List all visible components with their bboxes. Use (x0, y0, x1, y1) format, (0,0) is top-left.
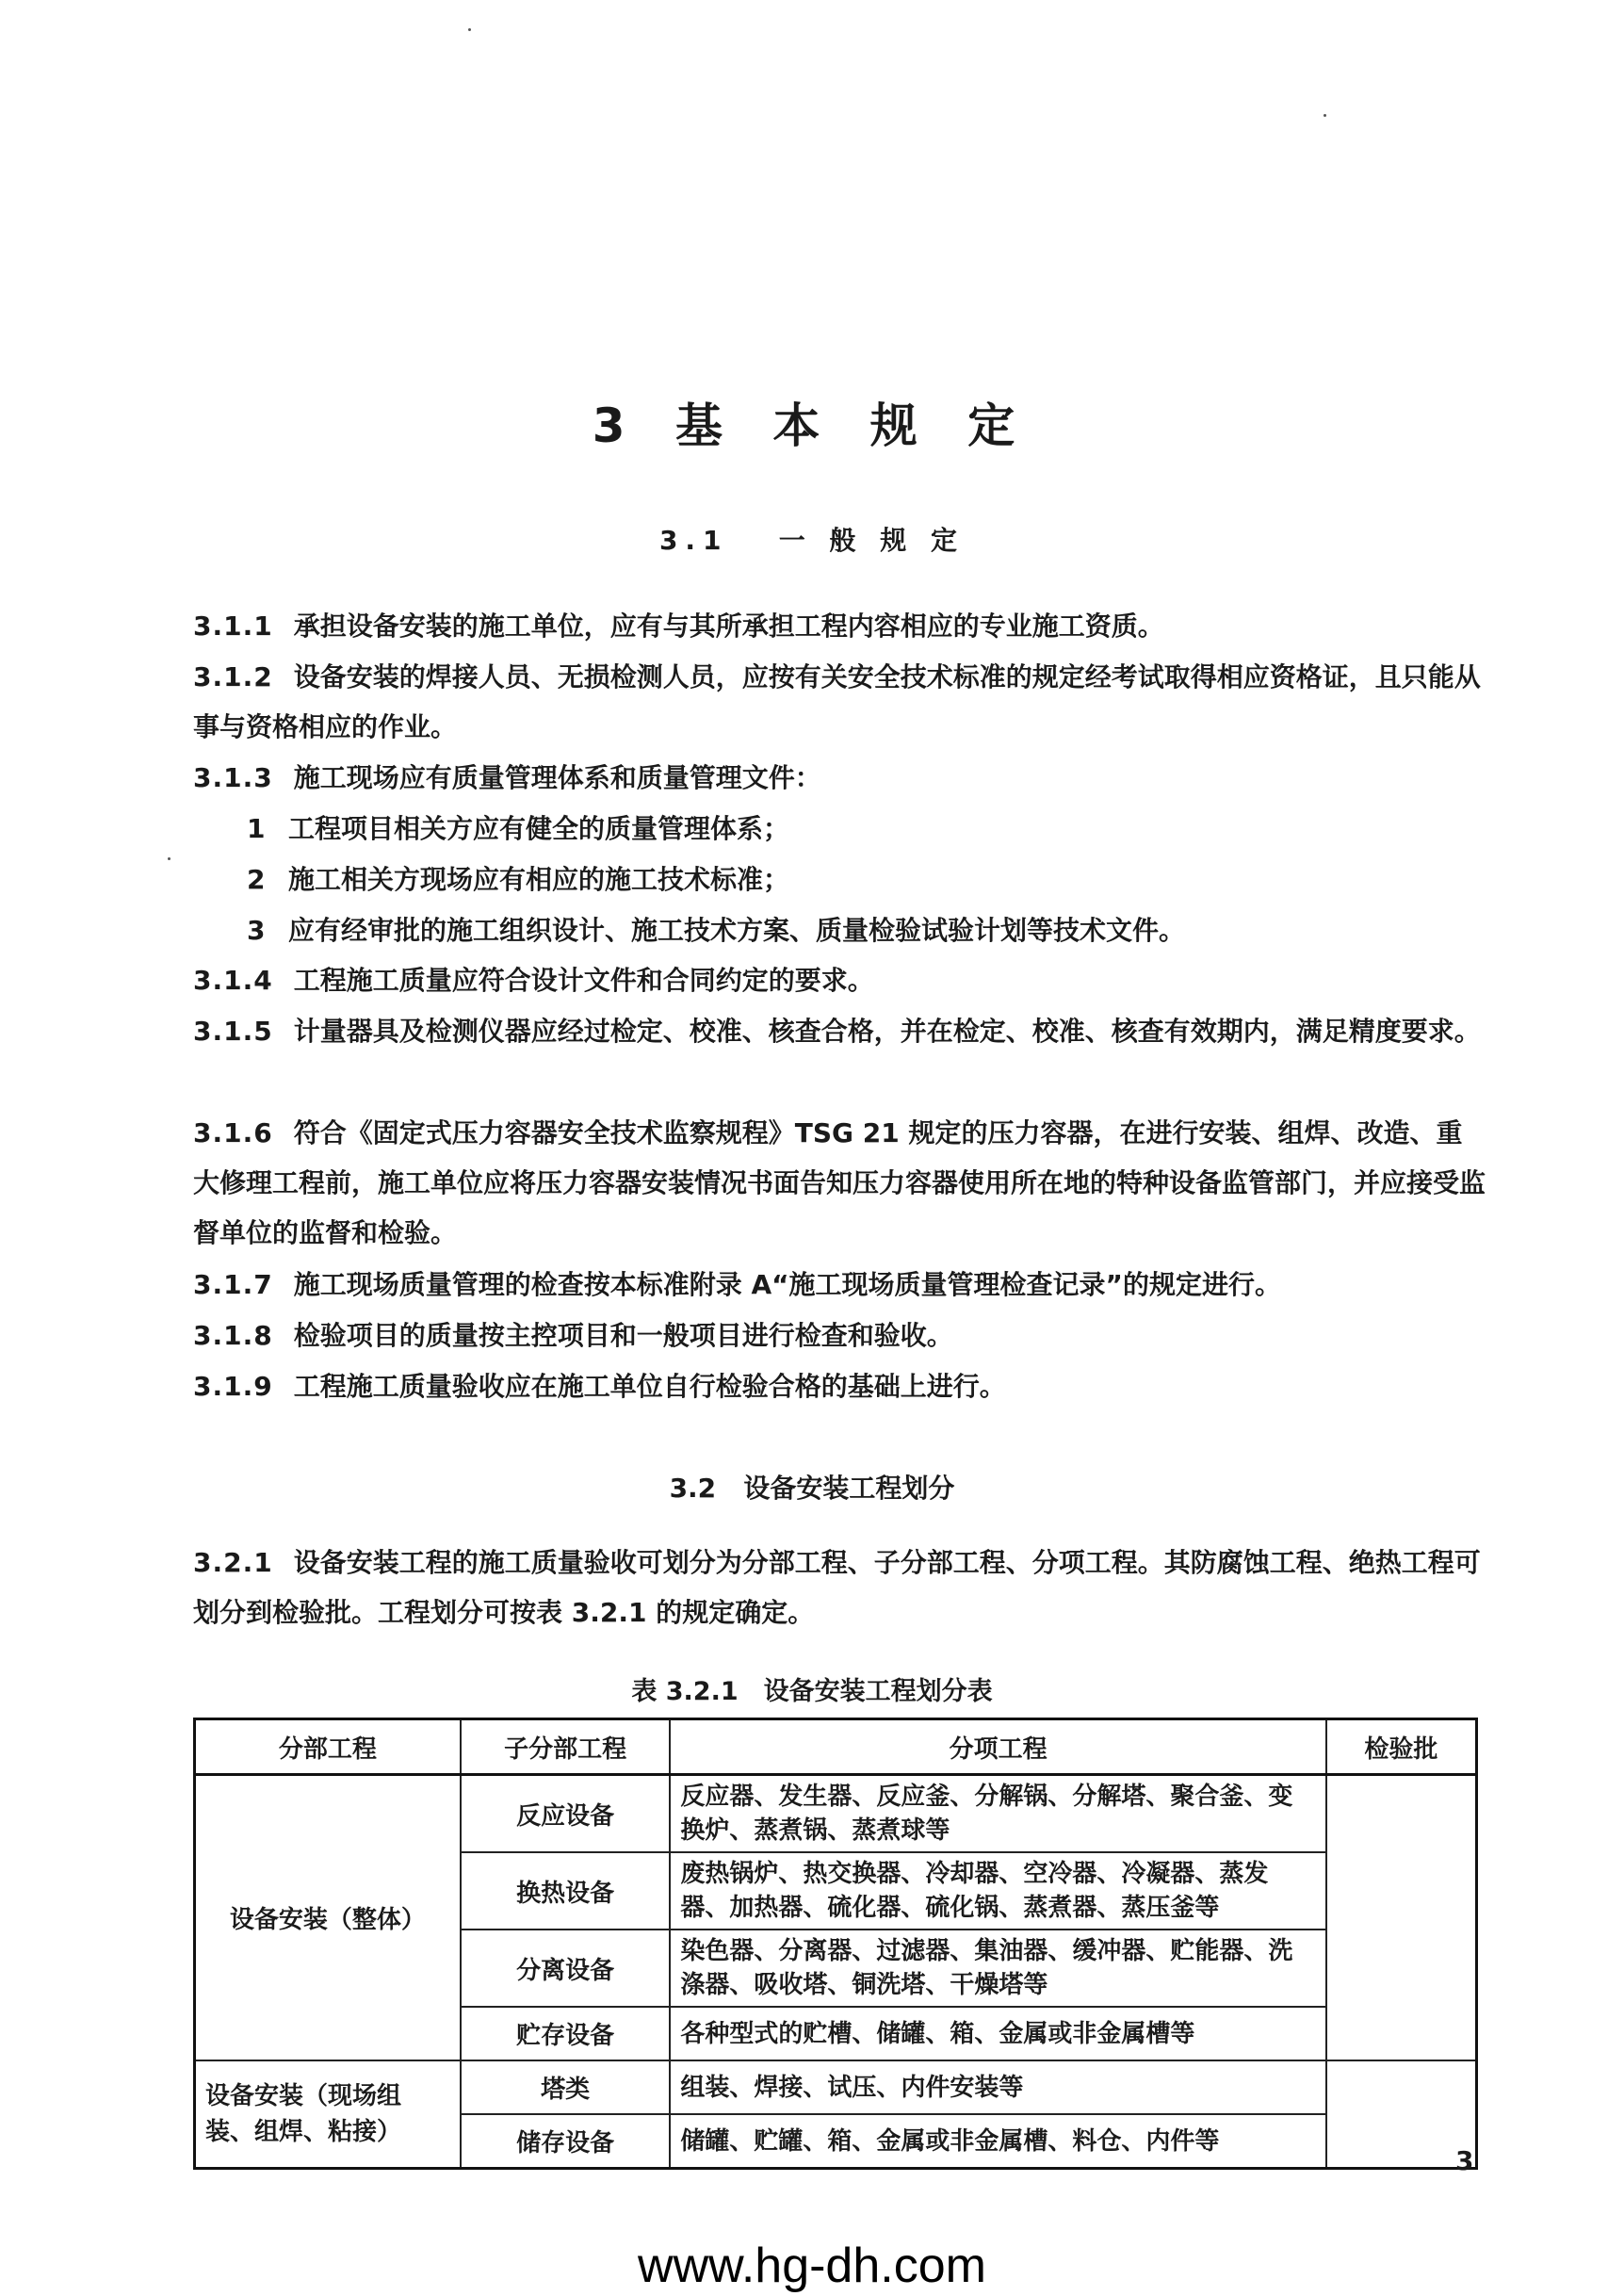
clause-3-1-4: 3.1.4 工程施工质量应符合设计文件和合同约定的要求。 (193, 965, 874, 996)
clause-3-1-1: 3.1.1 承担设备安装的施工单位，应有与其所承担工程内容相应的专业施工资质。 (193, 611, 1164, 642)
table-row (195, 2060, 1477, 2114)
table-header-row (195, 1719, 1477, 1775)
clause-3-1-5: 3.1.5 计量器具及检测仪器应经过检定、校准、核查合格，并在检定、校准、核查有效期内，满足精度要求。 (193, 1016, 1481, 1047)
clause-3-1-3-item-3: 3 应有经审批的施工组织设计、施工技术方案、质量检验试验计划等技术文件。 (247, 915, 1186, 946)
table-caption: 表 3.2.1 设备安装工程划分表 (631, 1677, 993, 1706)
section-title-3-1: 3.1 一 般 规 定 (658, 525, 966, 556)
items-cell: 储罐、贮罐、箱、金属或非金属槽、料仓、内件等 (670, 2114, 1325, 2169)
inspection-lot-cell (1326, 2060, 1477, 2169)
clause-3-1-3-item-1: 1 工程项目相关方应有健全的质量管理体系； (247, 813, 790, 844)
header-inspection-lot: 检验批 (1326, 1719, 1477, 1775)
clause-3-1-3-item-2: 2 施工相关方现场应有相应的施工技术标准； (247, 864, 790, 895)
clause-3-1-3: 3.1.3 施工现场应有质量管理体系和质量管理文件： (193, 762, 821, 793)
inspection-lot-cell (1326, 1775, 1477, 2061)
clause-3-1-9: 3.1.9 工程施工质量验收应在施工单位自行检验合格的基础上进行。 (193, 1371, 1006, 1402)
clause-3-1-7: 3.1.7 施工现场质量管理的检查按本标准附录 A“施工现场质量管理检查记录”的规定进行。 (193, 1269, 1281, 1300)
division-cell: 设备安装（现场组装、组焊、粘接） (195, 2060, 461, 2169)
items-cell: 各种型式的贮槽、储罐、箱、金属或非金属槽等 (670, 2007, 1325, 2060)
scan-speck (168, 857, 171, 860)
items-cell: 反应器、发生器、反应釜、分解锅、分解塔、聚合釜、变换炉、蒸煮锅、蒸煮球等 (670, 1775, 1325, 1853)
sub-division-cell: 换热设备 (461, 1852, 671, 1930)
header-sub-division: 子分部工程 (461, 1719, 671, 1775)
sub-division-cell: 储存设备 (461, 2114, 671, 2169)
sub-division-cell: 反应设备 (461, 1775, 671, 1853)
division-cell: 设备安装（整体） (195, 1775, 461, 2061)
sub-division-cell: 分离设备 (461, 1930, 671, 2007)
section-title-3-2: 3.2 设备安装工程划分 (669, 1473, 955, 1504)
items-cell: 组装、焊接、试压、内件安装等 (670, 2060, 1325, 2114)
items-cell: 染色器、分离器、过滤器、集油器、缓冲器、贮能器、洗涤器、吸收塔、铜洗塔、干燥塔等 (670, 1930, 1325, 2007)
division-table (193, 1718, 1478, 2170)
scan-speck (1324, 114, 1326, 117)
chapter-number: 3 (592, 399, 642, 453)
table-row (195, 1775, 1477, 1853)
header-division: 分部工程 (195, 1719, 461, 1775)
header-items: 分项工程 (670, 1719, 1325, 1775)
sub-division-cell: 贮存设备 (461, 2007, 671, 2060)
scan-speck (468, 28, 471, 31)
clause-3-1-6: 3.1.6 符合《固定式压力容器安全技术监察规程》TSG 21 规定的压力容器，在进行安装、组焊、改造、重大修理工程前，施工单位应将压力容器安装情况书面告知压力容器使用所在地的特种设备监管部门，并应接受监督单位的监督和检验。 (193, 1117, 1486, 1248)
items-cell: 废热锅炉、热交换器、冷却器、空冷器、冷凝器、蒸发器、加热器、硫化器、硫化锅、蒸煮器、蒸压釜等 (670, 1852, 1325, 1930)
clause-3-1-8: 3.1.8 检验项目的质量按主控项目和一般项目进行检查和验收。 (193, 1320, 953, 1351)
watermark-url: www.hg-dh.com (638, 2239, 986, 2293)
chapter-name: 基 本 规 定 (674, 399, 1032, 453)
clause-3-1-2: 3.1.2 设备安装的焊接人员、无损检测人员，应按有关安全技术标准的规定经考试取得相应资格证，且只能从事与资格相应的作业。 (193, 661, 1481, 742)
chapter-title (0, 388, 1624, 456)
sub-division-cell: 塔类 (461, 2060, 671, 2114)
clause-3-2-1: 3.2.1 设备安装工程的施工质量验收可划分为分部工程、子分部工程、分项工程。其防腐蚀工程、绝热工程可划分到检验批。工程划分可按表 3.2.1 的规定确定。 (193, 1547, 1481, 1628)
page-number: 3 (1455, 2145, 1474, 2176)
